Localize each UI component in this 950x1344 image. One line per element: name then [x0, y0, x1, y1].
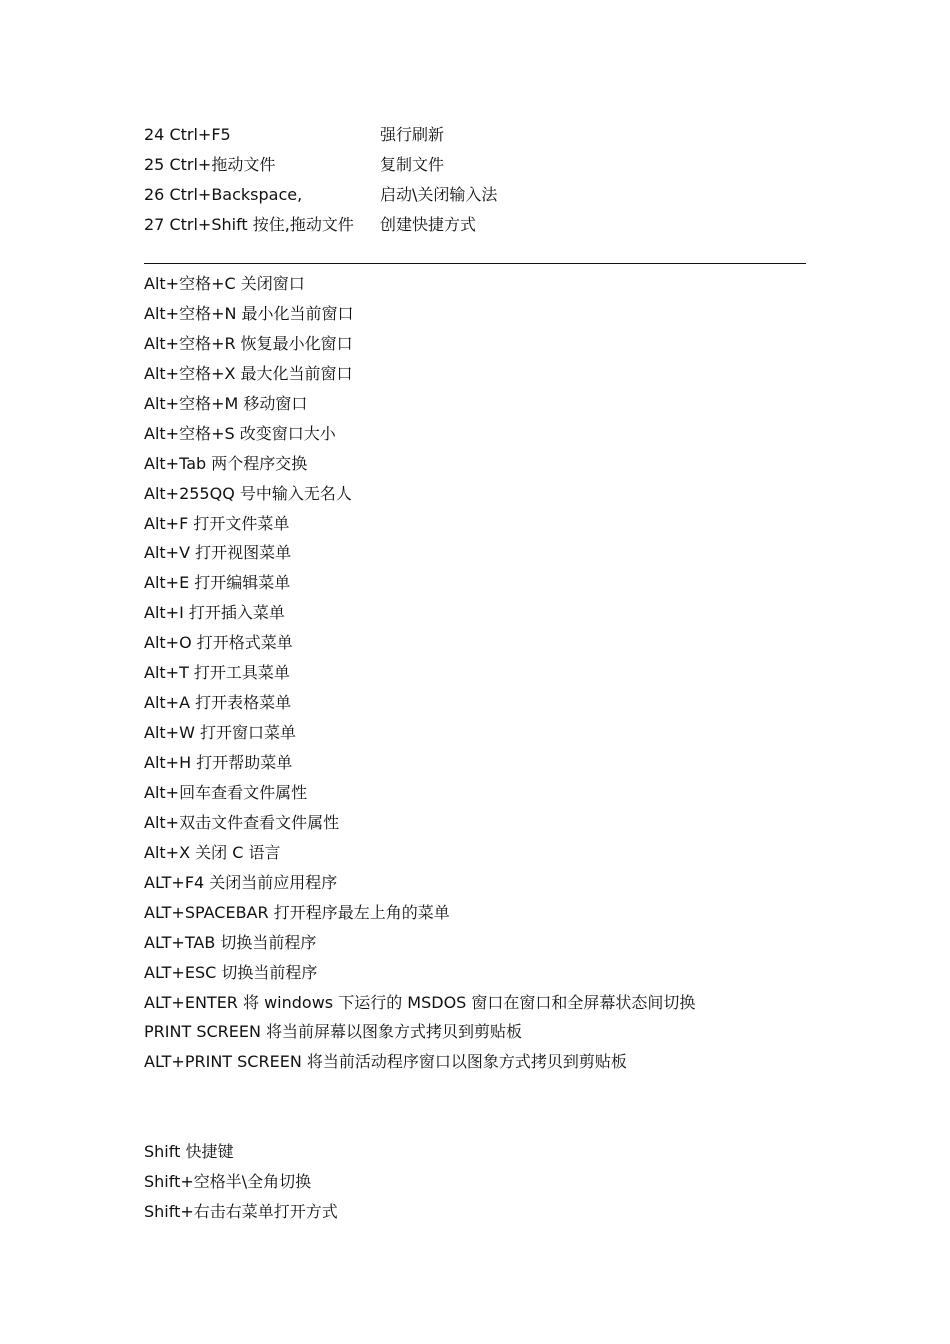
shortcut-line: Alt+V 打开视图菜单: [144, 543, 292, 563]
shortcut-description: 创建快捷方式: [380, 215, 477, 234]
shortcut-line: ALT+TAB 切换当前程序: [144, 932, 317, 952]
shortcut-line: Alt+T 打开工具菜单: [144, 663, 290, 683]
shortcut-line: ALT+ENTER 将 windows 下运行的 MSDOS 窗口在窗口和全屏幕状态间切换: [144, 992, 696, 1012]
horizontal-divider: [144, 263, 806, 264]
shift-shortcut-list: [144, 1137, 844, 1227]
alt-shortcut-list: [144, 269, 844, 1077]
shortcut-line: Shift+右击右菜单打开方式: [144, 1201, 338, 1221]
shortcut-line: Alt+E 打开编辑菜单: [144, 573, 291, 593]
shortcut-line: Alt+双击文件查看文件属性: [144, 812, 340, 832]
shortcut-description: 复制文件: [380, 155, 445, 174]
shortcut-line: Alt+F 打开文件菜单: [144, 513, 290, 533]
shortcut-line: Alt+Tab 两个程序交换: [144, 453, 308, 473]
shortcut-line: Alt+W 打开窗口菜单: [144, 723, 296, 743]
shortcut-key: 26 Ctrl+Backspace,: [144, 185, 303, 204]
section-heading: Shift 快捷键: [144, 1142, 234, 1161]
shortcut-key: 25 Ctrl+拖动文件: [144, 155, 276, 174]
shortcut-line: ALT+SPACEBAR 打开程序最左上角的菜单: [144, 902, 450, 922]
shortcut-line: ALT+F4 关闭当前应用程序: [144, 872, 338, 892]
shortcut-line: Alt+I 打开插入菜单: [144, 603, 285, 623]
shortcut-line: Shift+空格半\全角切换: [144, 1171, 312, 1191]
shortcut-line: Alt+O 打开格式菜单: [144, 633, 293, 653]
shortcut-line: ALT+PRINT SCREEN 将当前活动程序窗口以图象方式拷贝到剪贴板: [144, 1052, 627, 1072]
shortcut-line: Alt+H 打开帮助菜单: [144, 753, 293, 772]
shortcut-line: PRINT SCREEN 将当前屏幕以图象方式拷贝到剪贴板: [144, 1022, 523, 1042]
shortcut-line: Alt+回车查看文件属性: [144, 782, 308, 802]
shortcut-line: Alt+空格+N 最小化当前窗口: [144, 303, 354, 323]
shortcut-line: Alt+空格+S 改变窗口大小: [144, 423, 336, 443]
shortcut-line: Alt+X 关闭 C 语言: [144, 842, 281, 862]
shortcut-line: Alt+255QQ 号中输入无名人: [144, 483, 352, 503]
shortcut-description: 强行刷新: [380, 125, 445, 144]
shortcut-key: 27 Ctrl+Shift 按住,拖动文件: [144, 215, 354, 234]
shortcut-line: Alt+A 打开表格菜单: [144, 693, 292, 713]
shortcut-line: Alt+空格+M 移动窗口: [144, 393, 308, 413]
shortcut-description: 启动\关闭输入法: [380, 185, 498, 204]
shortcut-line: ALT+ESC 切换当前程序: [144, 962, 318, 982]
shortcut-line: Alt+空格+X 最大化当前窗口: [144, 363, 353, 383]
shortcut-line: Alt+空格+R 恢复最小化窗口: [144, 333, 353, 353]
shortcut-key: 24 Ctrl+F5: [144, 125, 231, 144]
shortcut-line: Alt+空格+C 关闭窗口: [144, 274, 305, 293]
